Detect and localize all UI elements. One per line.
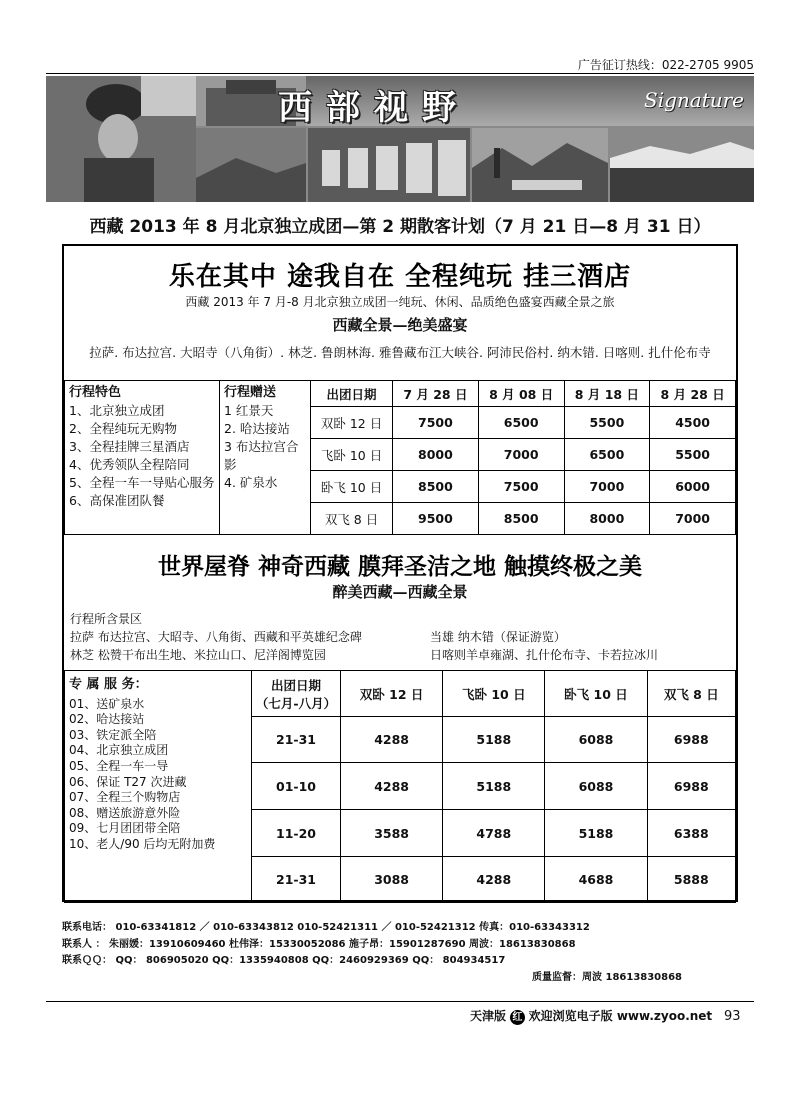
top-divider: [46, 73, 754, 74]
gift-item: 3 布达拉宫合影: [224, 439, 299, 472]
price-cell: 6388: [647, 810, 735, 857]
price-cell: 4288: [341, 717, 443, 763]
price-cell: 5188: [443, 717, 545, 763]
header-cell: 飞卧 10 日: [443, 671, 545, 717]
prayer-wheels-photo: [308, 128, 470, 202]
spots-list: 拉萨. 布达拉宫. 大昭寺（八角街）. 林芝. 鲁朗林海. 雅鲁藏布江大峡谷. 阿沛民俗村. 纳木错. 日喀则. 扎什伦布寺: [89, 345, 711, 360]
header-cell: 8 月 28 日: [650, 381, 736, 407]
header-cell: 出团日期: [311, 381, 393, 407]
section2-heading: 醉美西藏—西藏全景: [332, 583, 468, 601]
gift-item: 1 红景天: [224, 403, 274, 418]
price-cell: 7500: [478, 471, 564, 503]
landscape-photo-1: [196, 128, 306, 202]
slogan-2: 世界屋脊 神奇西藏 膜拜圣洁之地 触摸终极之美: [157, 554, 643, 580]
price-cell: 5888: [647, 857, 735, 903]
contact-qq: 联系ＱＱ： QQ： 806905020 QQ：1335940808 QQ：2460929369 QQ： 804934517: [62, 955, 506, 966]
price-cell: 6000: [650, 471, 736, 503]
price-cell: 4288: [443, 857, 545, 903]
price-cell: 7000: [650, 503, 736, 535]
scenic-line: 拉萨 布达拉宫、大昭寺、八角街、西藏和平英雄纪念碑: [70, 630, 362, 644]
price-cell: 8500: [478, 503, 564, 535]
feature-item: 3、全程挂牌三星酒店: [69, 439, 190, 454]
service-item: 08、赠送旅游意外险: [69, 805, 181, 820]
section1-subtitle: 西藏 2013 年 7 月-8 月北京独立成团一纯玩、休闲、品质绝色盛宴西藏全景之旅: [185, 295, 615, 309]
header-cell: 7 月 28 日: [393, 381, 479, 407]
content-box: [62, 244, 738, 902]
scenic-line: 日喀则羊卓雍湖、扎什伦布寺、卡若拉冰川: [430, 648, 659, 662]
feature-item: 1、北京独立成团: [69, 403, 165, 418]
feature-item: 6、高保准团队餐: [69, 493, 165, 508]
header-cell: 8 月 08 日: [478, 381, 564, 407]
price-cell: 3088: [341, 857, 443, 903]
tibetan-child-photo: [46, 76, 196, 202]
scenic-label: 行程所含景区: [70, 612, 143, 626]
footer: [470, 1007, 741, 1025]
features-title: 行程特色: [69, 385, 122, 400]
section2-table: [64, 670, 736, 903]
bottom-divider: [46, 1001, 754, 1002]
scenic-line: 当雄 纳木错（保证游览）: [430, 630, 566, 644]
price-cell: 5188: [443, 763, 545, 810]
features-cell: [65, 381, 220, 535]
gifts-cell: [220, 381, 311, 535]
service-item: 04、北京独立成团: [69, 743, 169, 758]
service-item: 09、七月团团带全陪: [69, 821, 181, 836]
banner-signature: Signature: [644, 88, 745, 112]
price-cell: 8000: [564, 503, 650, 535]
date-range: 11-20: [252, 810, 341, 857]
services-title: 专 属 服 务：: [69, 677, 148, 692]
price-cell: 9500: [393, 503, 479, 535]
date-range: 01-10: [252, 763, 341, 810]
price-cell: 6988: [647, 763, 735, 810]
footer-text: 欢迎浏览电子版 www.zyoo.net: [528, 1009, 713, 1023]
scenic-block: [70, 610, 730, 664]
feature-item: 2、全程纯玩无购物: [69, 421, 177, 436]
route-label: 双飞 8 日: [311, 503, 393, 535]
service-item: 06、保证 T27 次进藏: [69, 774, 187, 789]
route-label: 飞卧 10 日: [311, 439, 393, 471]
price-cell: 5188: [545, 810, 647, 857]
header-cell: 出团日期 （七月-八月）: [252, 671, 341, 717]
contact-people: 联系人 ： 朱丽媛：13910609460 杜伟泽：15330052086 施子昂：15901287690 周波：18613830868: [62, 938, 576, 950]
header-cell: 双卧 12 日: [341, 671, 443, 717]
price-cell: 4688: [545, 857, 647, 903]
header-cell: 双飞 8 日: [647, 671, 735, 717]
service-item: 05、全程一车一导: [69, 758, 169, 773]
banner-title: 西部视野: [278, 88, 470, 128]
date-range: 21-31: [252, 857, 341, 903]
feature-item: 5、全程一车一导贴心服务: [69, 475, 215, 490]
price-cell: 8000: [393, 439, 479, 471]
price-cell: 5500: [564, 407, 650, 439]
gift-item: 4. 矿泉水: [224, 475, 278, 490]
service-item: 07、全程三个购物店: [69, 790, 181, 805]
section1-heading: 西藏全景—绝美盛宴: [332, 316, 468, 334]
page-number: 93: [724, 1009, 741, 1024]
price-cell: 7000: [478, 439, 564, 471]
price-cell: 5500: [650, 439, 736, 471]
date-range: 21-31: [252, 717, 341, 763]
contact-block: [62, 920, 682, 986]
price-cell: 6088: [545, 717, 647, 763]
price-cell: 4788: [443, 810, 545, 857]
section1-table: [64, 380, 736, 535]
route-label: 双卧 12 日: [311, 407, 393, 439]
service-item: 02、哈达接站: [69, 712, 145, 727]
price-cell: 7500: [393, 407, 479, 439]
services-cell: [65, 671, 252, 903]
price-cell: 6088: [545, 763, 647, 810]
scenic-line: 林芝 松赞干布出生地、米拉山口、尼洋阁博览园: [70, 648, 326, 662]
main-title: 西藏 2013 年 8 月北京独立成团—第 2 期散客计划（7 月 21 日—8 月 31 日）: [89, 217, 711, 237]
price-cell: 6988: [647, 717, 735, 763]
footer-edition: 天津版: [470, 1009, 507, 1023]
route-label: 卧飞 10 日: [311, 471, 393, 503]
gifts-title: 行程赠送: [224, 385, 277, 400]
service-item: 01、送矿泉水: [69, 696, 145, 711]
snow-lake-photo: [610, 128, 754, 202]
slogan-1: 乐在其中 途我自在 全程纯玩 挂三酒店: [168, 262, 632, 292]
price-cell: 4288: [341, 763, 443, 810]
header-cell: 卧飞 10 日: [545, 671, 647, 717]
price-cell: 8500: [393, 471, 479, 503]
banner: [46, 76, 754, 202]
feature-item: 4、优秀领队全程陪同: [69, 457, 190, 472]
gift-item: 2. 哈达接站: [224, 421, 290, 436]
price-cell: 3588: [341, 810, 443, 857]
red-badge-icon: 红: [510, 1010, 525, 1025]
mountain-lake-photo: [472, 128, 608, 202]
service-item: 03、铁定派全陪: [69, 727, 157, 742]
ad-hotline: 广告征订热线：022-2705 9905: [577, 58, 754, 72]
price-cell: 6500: [564, 439, 650, 471]
service-item: 10、老人/90 后均无附加费: [69, 836, 216, 851]
header-cell: 8 月 18 日: [564, 381, 650, 407]
price-cell: 4500: [650, 407, 736, 439]
contact-phone: 联系电话： 010-63341812 ／ 010-63343812 010-52421311 ／ 010-52421312 传真：010-63343312: [62, 922, 590, 933]
price-cell: 6500: [478, 407, 564, 439]
price-cell: 7000: [564, 471, 650, 503]
quality-supervision: 质量监督：周波 18613830868: [532, 971, 683, 983]
